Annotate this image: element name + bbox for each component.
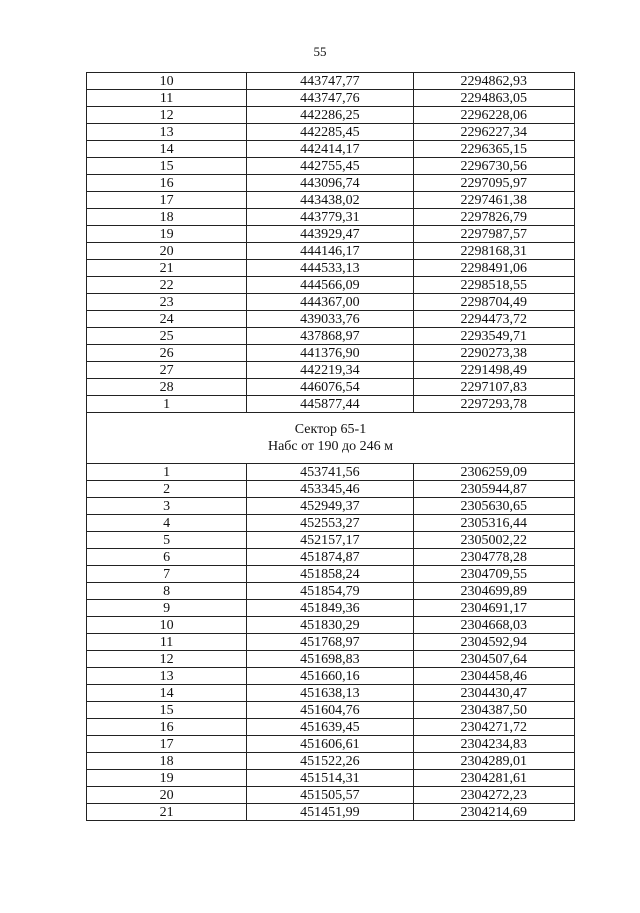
y-coordinate-cell: 2294473,72: [413, 311, 574, 328]
y-coordinate-cell: 2296730,56: [413, 158, 574, 175]
table-row: [87, 651, 575, 668]
point-number-cell: 16: [87, 719, 247, 736]
x-coordinate-cell: 443929,47: [247, 226, 413, 243]
y-coordinate-cell: 2304387,50: [413, 702, 574, 719]
x-coordinate-cell: 452949,37: [247, 498, 413, 515]
y-coordinate-cell: 2305316,44: [413, 515, 574, 532]
coordinates-table: [86, 72, 575, 821]
y-coordinate-cell: 2291498,49: [413, 362, 574, 379]
table-row: [87, 192, 575, 209]
x-coordinate-cell: 444146,17: [247, 243, 413, 260]
y-coordinate-cell: 2304592,94: [413, 634, 574, 651]
point-number-cell: 28: [87, 379, 247, 396]
table-row: [87, 90, 575, 107]
x-coordinate-cell: 451639,45: [247, 719, 413, 736]
x-coordinate-cell: 442285,45: [247, 124, 413, 141]
point-number-cell: 14: [87, 141, 247, 158]
point-number-cell: 4: [87, 515, 247, 532]
x-coordinate-cell: 443747,77: [247, 73, 413, 90]
x-coordinate-cell: 451874,87: [247, 549, 413, 566]
x-coordinate-cell: 451698,83: [247, 651, 413, 668]
table-row: [87, 498, 575, 515]
x-coordinate-cell: 443779,31: [247, 209, 413, 226]
x-coordinate-cell: 453741,56: [247, 464, 413, 481]
point-number-cell: 19: [87, 770, 247, 787]
section-header-cell: [87, 413, 575, 464]
y-coordinate-cell: 2297987,57: [413, 226, 574, 243]
y-coordinate-cell: 2304289,01: [413, 753, 574, 770]
table-row: [87, 311, 575, 328]
table-row: [87, 566, 575, 583]
table-row: [87, 617, 575, 634]
x-coordinate-cell: 442414,17: [247, 141, 413, 158]
x-coordinate-cell: 451830,29: [247, 617, 413, 634]
table-row: [87, 141, 575, 158]
table-row: [87, 549, 575, 566]
table-row: [87, 209, 575, 226]
point-number-cell: 15: [87, 702, 247, 719]
table-row: [87, 107, 575, 124]
point-number-cell: 16: [87, 175, 247, 192]
table-row: [87, 73, 575, 90]
x-coordinate-cell: 451505,57: [247, 787, 413, 804]
y-coordinate-cell: 2297107,83: [413, 379, 574, 396]
table-body-before: [87, 73, 575, 413]
point-number-cell: 1: [87, 464, 247, 481]
table-row: [87, 719, 575, 736]
point-number-cell: 20: [87, 787, 247, 804]
point-number-cell: 10: [87, 617, 247, 634]
y-coordinate-cell: 2304214,69: [413, 804, 574, 821]
table-row: [87, 345, 575, 362]
point-number-cell: 12: [87, 107, 247, 124]
point-number-cell: 15: [87, 158, 247, 175]
y-coordinate-cell: 2297461,38: [413, 192, 574, 209]
point-number-cell: 17: [87, 736, 247, 753]
y-coordinate-cell: 2305002,22: [413, 532, 574, 549]
y-coordinate-cell: 2294863,05: [413, 90, 574, 107]
point-number-cell: 13: [87, 668, 247, 685]
point-number-cell: 6: [87, 549, 247, 566]
x-coordinate-cell: 441376,90: [247, 345, 413, 362]
point-number-cell: 12: [87, 651, 247, 668]
x-coordinate-cell: 451514,31: [247, 770, 413, 787]
table-row: [87, 362, 575, 379]
y-coordinate-cell: 2304507,64: [413, 651, 574, 668]
table-row: [87, 158, 575, 175]
table-row: [87, 124, 575, 141]
table-row: [87, 294, 575, 311]
point-number-cell: 17: [87, 192, 247, 209]
y-coordinate-cell: 2304668,03: [413, 617, 574, 634]
x-coordinate-cell: 451660,16: [247, 668, 413, 685]
y-coordinate-cell: 2305630,65: [413, 498, 574, 515]
x-coordinate-cell: 442755,45: [247, 158, 413, 175]
point-number-cell: 25: [87, 328, 247, 345]
y-coordinate-cell: 2304458,46: [413, 668, 574, 685]
x-coordinate-cell: 446076,54: [247, 379, 413, 396]
y-coordinate-cell: 2304691,17: [413, 600, 574, 617]
table-row: [87, 583, 575, 600]
table-row: [87, 804, 575, 821]
x-coordinate-cell: 453345,46: [247, 481, 413, 498]
y-coordinate-cell: 2304699,89: [413, 583, 574, 600]
table-row: [87, 396, 575, 413]
table-row: [87, 175, 575, 192]
table-row: [87, 328, 575, 345]
x-coordinate-cell: 443438,02: [247, 192, 413, 209]
y-coordinate-cell: 2296365,15: [413, 141, 574, 158]
table-row: [87, 226, 575, 243]
point-number-cell: 21: [87, 804, 247, 821]
point-number-cell: 26: [87, 345, 247, 362]
y-coordinate-cell: 2304430,47: [413, 685, 574, 702]
x-coordinate-cell: 442286,25: [247, 107, 413, 124]
x-coordinate-cell: 444566,09: [247, 277, 413, 294]
table-row: [87, 379, 575, 396]
point-number-cell: 10: [87, 73, 247, 90]
point-number-cell: 11: [87, 634, 247, 651]
table-row: [87, 243, 575, 260]
x-coordinate-cell: 444367,00: [247, 294, 413, 311]
y-coordinate-cell: 2296228,06: [413, 107, 574, 124]
x-coordinate-cell: 452553,27: [247, 515, 413, 532]
point-number-cell: 22: [87, 277, 247, 294]
x-coordinate-cell: 451768,97: [247, 634, 413, 651]
x-coordinate-cell: 451638,13: [247, 685, 413, 702]
table-row: [87, 736, 575, 753]
point-number-cell: 2: [87, 481, 247, 498]
y-coordinate-cell: 2306259,09: [413, 464, 574, 481]
table-row: [87, 685, 575, 702]
y-coordinate-cell: 2304709,55: [413, 566, 574, 583]
y-coordinate-cell: 2298518,55: [413, 277, 574, 294]
x-coordinate-cell: 451606,61: [247, 736, 413, 753]
point-number-cell: 7: [87, 566, 247, 583]
table-row: [87, 634, 575, 651]
y-coordinate-cell: 2297293,78: [413, 396, 574, 413]
section-header-row: [87, 413, 575, 464]
point-number-cell: 14: [87, 685, 247, 702]
y-coordinate-cell: 2298491,06: [413, 260, 574, 277]
y-coordinate-cell: 2297095,97: [413, 175, 574, 192]
y-coordinate-cell: 2298704,49: [413, 294, 574, 311]
point-number-cell: 1: [87, 396, 247, 413]
table-row: [87, 260, 575, 277]
table-row: [87, 600, 575, 617]
y-coordinate-cell: 2304271,72: [413, 719, 574, 736]
x-coordinate-cell: 443096,74: [247, 175, 413, 192]
point-number-cell: 20: [87, 243, 247, 260]
point-number-cell: 27: [87, 362, 247, 379]
y-coordinate-cell: 2304234,83: [413, 736, 574, 753]
x-coordinate-cell: 451604,76: [247, 702, 413, 719]
table-row: [87, 464, 575, 481]
point-number-cell: 3: [87, 498, 247, 515]
table-row: [87, 481, 575, 498]
y-coordinate-cell: 2298168,31: [413, 243, 574, 260]
x-coordinate-cell: 451858,24: [247, 566, 413, 583]
x-coordinate-cell: 451522,26: [247, 753, 413, 770]
x-coordinate-cell: 443747,76: [247, 90, 413, 107]
section-subtitle: Набс от 190 до 246 м: [267, 439, 394, 454]
y-coordinate-cell: 2293549,71: [413, 328, 574, 345]
y-coordinate-cell: 2305944,87: [413, 481, 574, 498]
point-number-cell: 21: [87, 260, 247, 277]
table-row: [87, 702, 575, 719]
point-number-cell: 18: [87, 753, 247, 770]
page-number: 55: [313, 44, 327, 59]
y-coordinate-cell: 2297826,79: [413, 209, 574, 226]
table-row: [87, 770, 575, 787]
point-number-cell: 18: [87, 209, 247, 226]
x-coordinate-cell: 442219,34: [247, 362, 413, 379]
point-number-cell: 24: [87, 311, 247, 328]
point-number-cell: 19: [87, 226, 247, 243]
y-coordinate-cell: 2290273,38: [413, 345, 574, 362]
section-title: Сектор 65-1: [294, 422, 367, 437]
x-coordinate-cell: 444533,13: [247, 260, 413, 277]
y-coordinate-cell: 2296227,34: [413, 124, 574, 141]
x-coordinate-cell: 439033,76: [247, 311, 413, 328]
table-row: [87, 753, 575, 770]
y-coordinate-cell: 2304272,23: [413, 787, 574, 804]
x-coordinate-cell: 451854,79: [247, 583, 413, 600]
table-row: [87, 668, 575, 685]
x-coordinate-cell: 452157,17: [247, 532, 413, 549]
table-body-after: [87, 464, 575, 821]
x-coordinate-cell: 445877,44: [247, 396, 413, 413]
y-coordinate-cell: 2304281,61: [413, 770, 574, 787]
point-number-cell: 5: [87, 532, 247, 549]
y-coordinate-cell: 2304778,28: [413, 549, 574, 566]
point-number-cell: 23: [87, 294, 247, 311]
point-number-cell: 8: [87, 583, 247, 600]
x-coordinate-cell: 437868,97: [247, 328, 413, 345]
x-coordinate-cell: 451849,36: [247, 600, 413, 617]
point-number-cell: 13: [87, 124, 247, 141]
x-coordinate-cell: 451451,99: [247, 804, 413, 821]
table-row: [87, 532, 575, 549]
table-row: [87, 515, 575, 532]
table-row: [87, 277, 575, 294]
point-number-cell: 9: [87, 600, 247, 617]
y-coordinate-cell: 2294862,93: [413, 73, 574, 90]
section-header-body: [87, 413, 575, 464]
point-number-cell: 11: [87, 90, 247, 107]
table-row: [87, 787, 575, 804]
